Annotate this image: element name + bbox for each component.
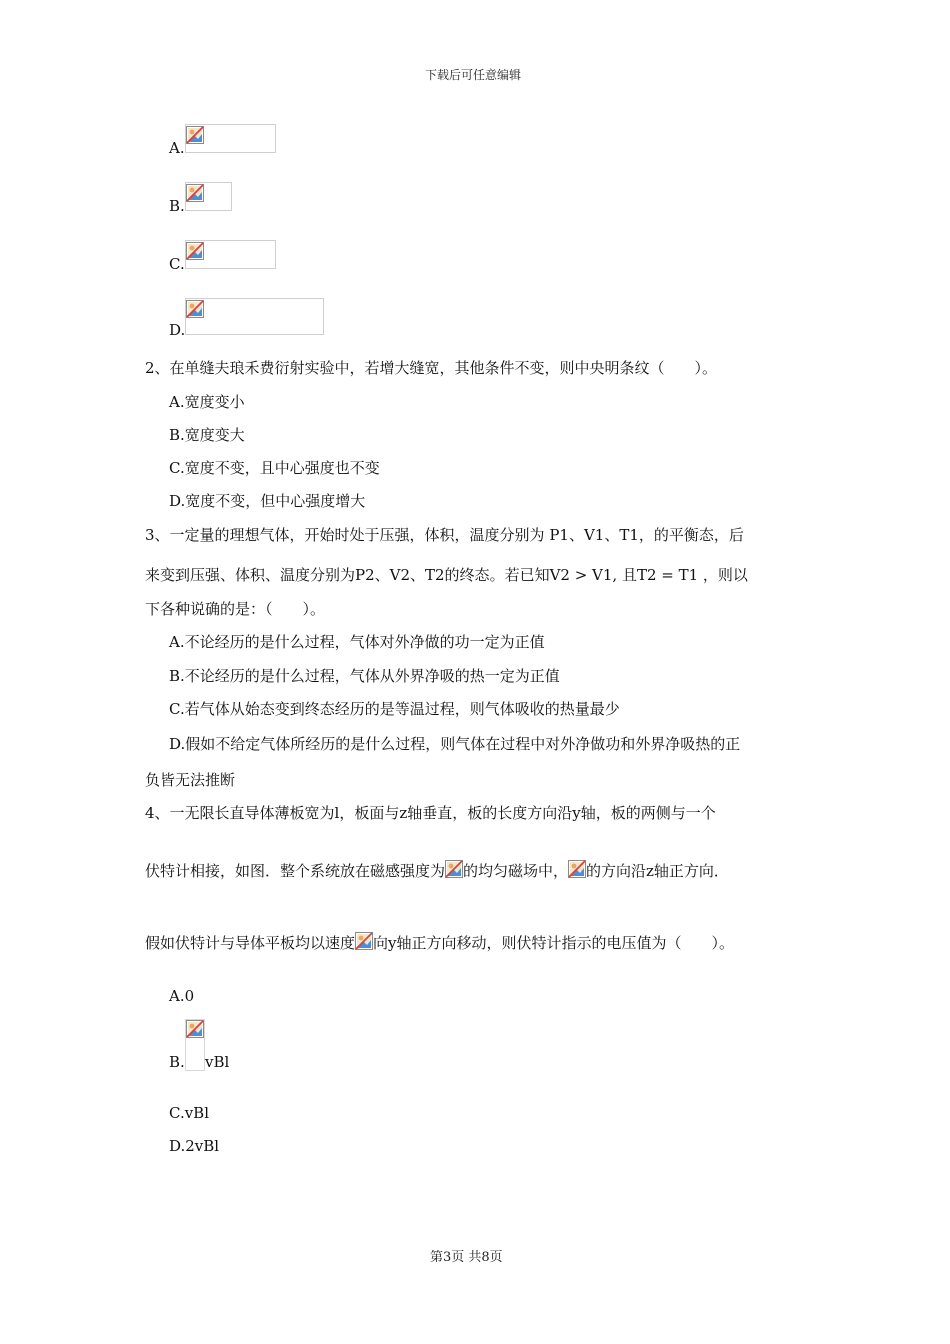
q3-option-d-continued: 负皆无法推断 <box>145 771 236 789</box>
q3-option-d: D.假如不给定气体所经历的是什么过程，则气体在过程中对外净做功和外界净吸热的正 <box>169 735 741 753</box>
broken-image-icon <box>186 184 204 202</box>
q3-option-c: C.若气体从始态变到终态经历的是等温过程，则气体吸收的热量最少 <box>169 700 620 718</box>
q2-option-b: B.宽度变大 <box>169 426 245 444</box>
q4-text: 的方向沿z轴正方向． <box>586 862 729 880</box>
broken-image-icon <box>568 860 586 878</box>
broken-image-icon <box>186 300 204 318</box>
q3-option-a: A.不论经历的是什么过程，气体对外净做的功一定为正值 <box>169 633 545 651</box>
q4-option-c: C.vBl <box>169 1104 210 1122</box>
q3-option-b: B.不论经历的是什么过程，气体从外界净吸的热一定为正值 <box>169 667 560 685</box>
q3-stem-line-3: 下各种说确的是：（ ）。 <box>145 600 326 618</box>
q3-stem-line-2: 来变到压强、体积、温度分别为P2、V2、T2的终态。若已知V2 > V1, 且T2 = T1 ，则以 <box>145 566 748 584</box>
option-value: vBl <box>205 1053 230 1071</box>
option-label: C. <box>169 255 185 273</box>
q2-option-d: D.宽度不变，但中心强度增大 <box>169 492 366 510</box>
broken-image-icon <box>355 932 373 950</box>
broken-image-icon <box>186 1020 204 1038</box>
q2-stem: 2、在单缝夫琅禾费衍射实验中，若增大缝宽，其他条件不变，则中央明条纹（ ）。 <box>145 359 718 377</box>
option-label: D. <box>169 321 186 339</box>
q2-option-a: A.宽度变小 <box>169 393 245 411</box>
page-header: 下载后可任意编辑 <box>425 68 522 82</box>
q4-text: 伏特计相接，如图．整个系统放在磁感强度为 <box>145 862 446 880</box>
q4-text: 的均匀磁场中， <box>463 862 569 880</box>
broken-image-icon <box>186 126 204 144</box>
q3-stem-line-1: 3、一定量的理想气体，开始时处于压强，体积，温度分别为 P1、V1、T1，的平衡态，后 <box>145 526 744 544</box>
q4-stem-line-3 <box>145 932 734 953</box>
broken-image-icon <box>186 242 204 260</box>
option-label: B. <box>169 1053 185 1071</box>
option-label: A. <box>169 139 185 157</box>
q4-option-a: A.0 <box>169 987 195 1005</box>
q4-text: 假如伏特计与导体平板均以速度 <box>145 934 356 952</box>
q2-option-c: C.宽度不变，且中心强度也不变 <box>169 459 380 477</box>
option-image-frame <box>185 298 324 335</box>
q4-stem-line-2 <box>145 860 729 881</box>
option-label: B. <box>169 197 185 215</box>
q4-option-d: D.2vBl <box>169 1137 220 1155</box>
page-footer: 第3页 共8页 <box>430 1250 503 1265</box>
broken-image-icon <box>445 860 463 878</box>
q4-text: 向y轴正方向移动，则伏特计指示的电压值为（ ）。 <box>373 934 734 952</box>
q4-stem-line-1: 4、一无限长直导体薄板宽为l，板面与z轴垂直，板的长度方向沿y轴，板的两侧与一个 <box>145 804 716 822</box>
